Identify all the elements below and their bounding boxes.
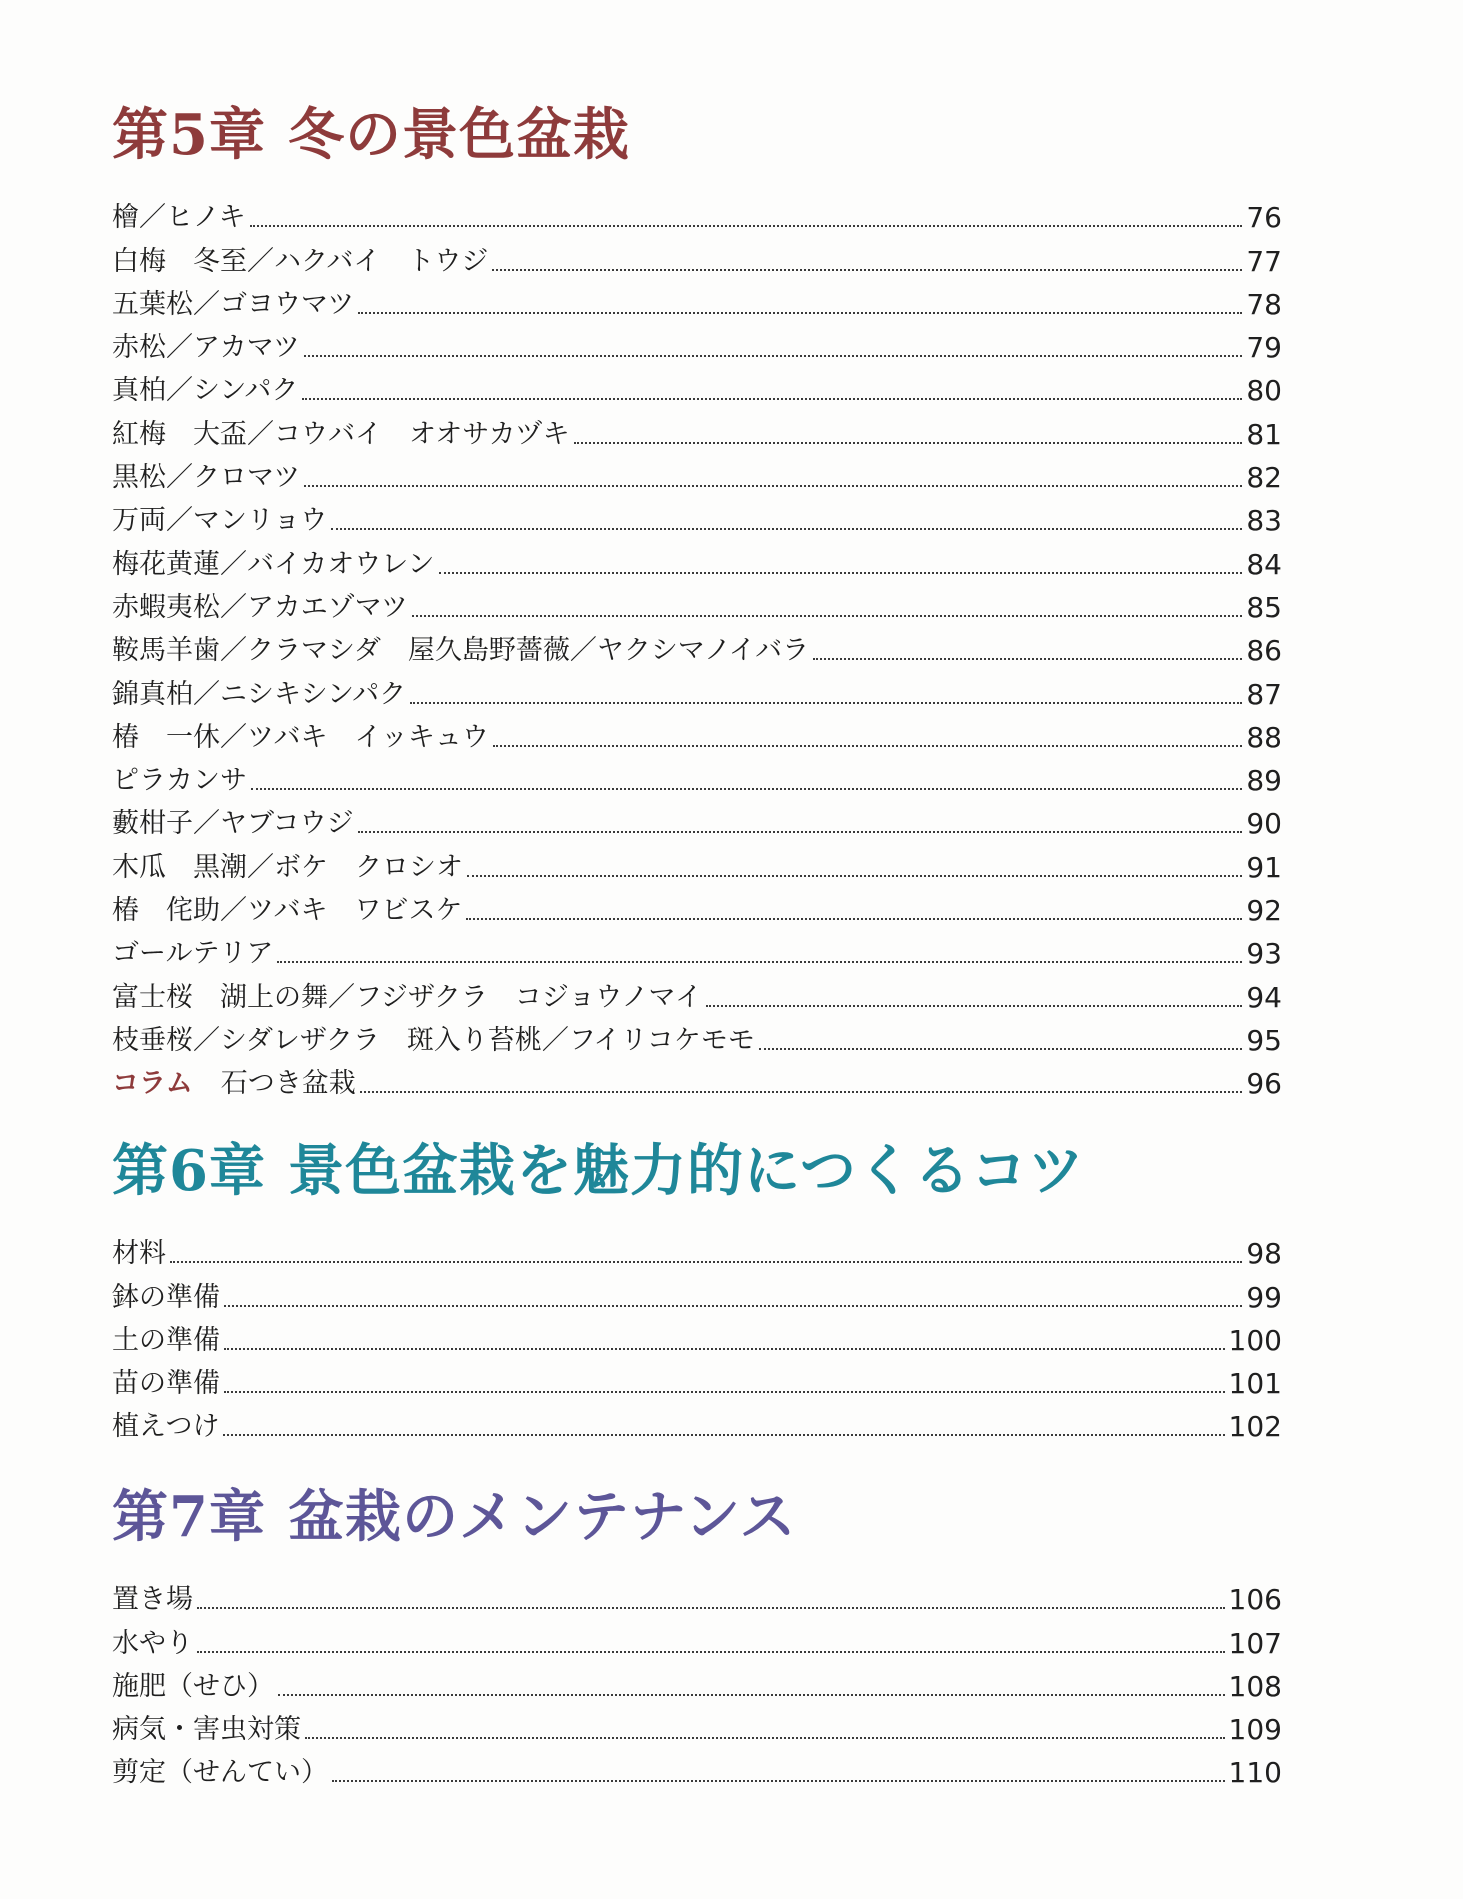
dot-leader [410,702,1242,704]
entry-page-number: 102 [1228,1410,1282,1444]
entry-title: 木瓜 黒潮／ボケ クロシオ [112,851,463,883]
toc-entry[interactable] [112,885,1282,928]
toc-entry[interactable] [112,538,1282,581]
entry-page-number: 86 [1246,634,1282,668]
dot-leader [223,1434,1224,1436]
entry-title: 植えつけ [112,1411,220,1443]
entry-title: 黒松／クロマツ [112,462,301,494]
dot-leader [467,875,1242,877]
entry-title: 錦真柏／ニシキシンパク [112,678,407,710]
dot-leader [358,831,1243,833]
entry-page-number: 83 [1246,504,1282,538]
toc-entry[interactable] [112,798,1282,841]
toc-entry[interactable] [112,1271,1282,1314]
dot-leader [759,1048,1242,1050]
chapter-number: 第7章 [112,1484,266,1550]
chapter-5-section [112,100,1282,1101]
entry-page-number: 87 [1246,677,1282,711]
entry-page-number: 78 [1246,287,1282,321]
dot-leader [277,961,1242,963]
chapter-7-heading [112,1482,1282,1552]
column-title: 石つき盆栽 [220,1068,356,1100]
entry-title: 檜／ヒノキ [112,202,246,234]
entry-page-number: 89 [1246,764,1282,798]
toc-entry[interactable] [112,1574,1282,1617]
toc-entry[interactable] [112,1358,1282,1401]
entry-page-number: 82 [1246,461,1282,495]
entry-page-number: 85 [1246,590,1282,624]
dot-leader [197,1651,1225,1653]
toc-column-entry[interactable] [112,1058,1282,1101]
toc-entry[interactable] [112,452,1282,495]
entry-title: 五葉松／ゴヨウマツ [112,288,355,320]
entry-title: 椿 侘助／ツバキ ワビスケ [112,895,463,927]
entry-page-number: 107 [1228,1626,1282,1660]
chapter-7-section [112,1482,1282,1790]
entry-page-number: 101 [1228,1367,1282,1401]
dot-leader [250,225,1243,227]
toc-entry[interactable] [112,755,1282,798]
entry-title: 材料 [112,1238,166,1270]
dot-leader [224,1305,1242,1307]
entry-title: 真柏／シンパク [112,375,299,407]
entry-page-number: 106 [1228,1583,1282,1617]
dot-leader [358,312,1242,314]
toc-entry[interactable] [112,712,1282,755]
entry-title: 白梅 冬至／ハクバイ トウジ [112,245,489,277]
dot-leader [706,1005,1242,1007]
entry-title: 万両／マンリョウ [112,505,328,537]
dot-leader [439,572,1243,574]
chapter-6-entries [112,1228,1282,1444]
toc-entry[interactable] [112,322,1282,365]
toc-entry[interactable] [112,365,1282,408]
entry-page-number: 88 [1246,720,1282,754]
dot-leader [302,398,1242,400]
entry-title: 藪柑子／ヤブコウジ [112,808,354,840]
entry-title: 紅梅 大盃／コウバイ オオサカヅキ [112,418,570,450]
toc-entry[interactable] [112,1401,1282,1444]
toc-entry[interactable] [112,279,1282,322]
dot-leader [224,1348,1225,1350]
dot-leader [331,528,1242,530]
chapter-title: 景色盆栽を魅力的につくるコツ [287,1138,1085,1204]
entry-page-number: 91 [1246,850,1282,884]
dot-leader [813,658,1242,660]
entry-title: 施肥（せひ） [112,1670,274,1702]
column-tag: コラム [112,1068,193,1100]
chapter-7-entries [112,1574,1282,1790]
toc-entry[interactable] [112,1315,1282,1358]
chapter-number: 第5章 [112,102,266,168]
entry-title: ゴールテリア [112,938,274,970]
toc-entry[interactable] [112,408,1282,451]
dot-leader [332,1780,1225,1782]
toc-entry[interactable] [112,495,1282,538]
entry-title: 椿 一休／ツバキ イッキュウ [112,721,489,753]
entry-title: 剪定（せんてい） [112,1757,328,1789]
entry-title: 赤松／アカマツ [112,332,300,364]
chapter-title: 冬の景色盆栽 [287,102,630,168]
entry-page-number: 92 [1246,894,1282,928]
entry-page-number: 90 [1246,807,1282,841]
entry-page-number: 77 [1246,244,1282,278]
toc-entry[interactable] [112,668,1282,711]
dot-leader [197,1607,1225,1609]
toc-entry[interactable] [112,1015,1282,1058]
entry-page-number: 76 [1246,201,1282,235]
entry-page-number: 95 [1246,1023,1282,1057]
dot-leader [360,1091,1243,1093]
toc-entry[interactable] [112,1661,1282,1704]
entry-title: 土の準備 [112,1324,220,1356]
chapter-title: 盆栽のメンテナンス [287,1484,797,1550]
entry-title: 苗の準備 [112,1368,220,1400]
dot-leader [492,269,1242,271]
entry-title: 赤蝦夷松／アカエゾマツ [112,591,408,623]
entry-page-number: 99 [1246,1280,1282,1314]
toc-entry[interactable] [112,625,1282,668]
toc-entry[interactable] [112,582,1282,625]
entry-page-number: 93 [1246,937,1282,971]
entry-title: ピラカンサ [112,765,247,797]
dot-leader [278,1694,1225,1696]
entry-page-number: 84 [1246,547,1282,581]
dot-leader [412,615,1242,617]
toc-entry[interactable] [112,841,1282,884]
entry-page-number: 80 [1246,374,1282,408]
entry-title: 鉢の準備 [112,1281,220,1313]
dot-leader [305,1737,1225,1739]
dot-leader [224,1391,1225,1393]
dot-leader [574,442,1243,444]
entry-page-number: 108 [1228,1669,1282,1703]
dot-leader [493,745,1242,747]
entry-page-number: 109 [1228,1713,1282,1747]
entry-page-number: 81 [1246,417,1282,451]
entry-page-number: 110 [1228,1756,1282,1790]
entry-title: 梅花黄蓮／バイカオウレン [112,548,435,580]
toc-entry[interactable] [112,1617,1282,1660]
entry-title: 枝垂桜／シダレザクラ 斑入り苔桃／フイリコケモモ [112,1024,755,1056]
entry-title: 鞍馬羊歯／クラマシダ 屋久島野薔薇／ヤクシマノイバラ [112,635,810,667]
toc-entry[interactable] [112,235,1282,278]
dot-leader [466,918,1242,920]
chapter-6-section [112,1136,1282,1444]
chapter-5-entries [112,192,1282,1101]
entry-page-number: 100 [1228,1323,1282,1357]
entry-title: 病気・害虫対策 [112,1714,301,1746]
toc-entry[interactable] [112,1228,1282,1271]
dot-leader [251,788,1242,790]
entry-page-number: 98 [1246,1237,1282,1271]
entry-page-number: 94 [1246,980,1282,1014]
toc-entry[interactable] [112,971,1282,1014]
chapter-number: 第6章 [112,1138,266,1204]
entry-title: 富士桜 湖上の舞／フジザクラ コジョウノマイ [112,981,702,1013]
entry-page-number: 96 [1246,1067,1282,1101]
dot-leader [304,355,1242,357]
entry-title: 水やり [112,1627,193,1659]
chapter-6-heading [112,1136,1282,1206]
toc-entry[interactable] [112,1747,1282,1790]
chapter-5-heading [112,100,1282,170]
toc-entry[interactable] [112,928,1282,971]
dot-leader [304,485,1242,487]
entry-page-number: 79 [1246,331,1282,365]
toc-entry[interactable] [112,192,1282,235]
dot-leader [170,1261,1242,1263]
entry-title [112,1067,356,1101]
entry-title: 置き場 [112,1584,193,1616]
toc-entry[interactable] [112,1704,1282,1747]
